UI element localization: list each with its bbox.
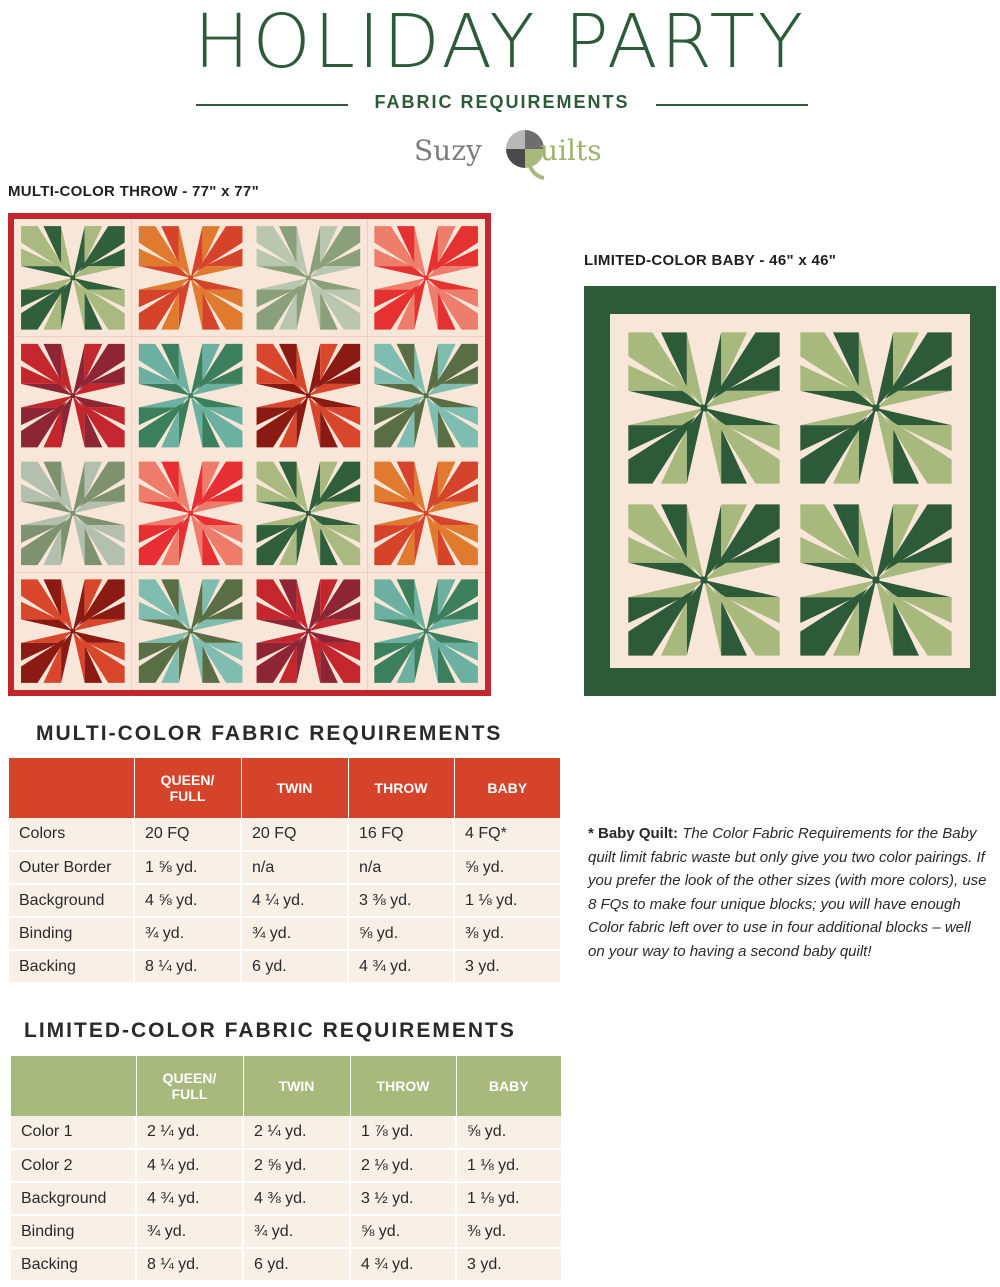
table-cell: 4 ¼ yd.: [241, 884, 348, 917]
table-row: [9, 818, 560, 851]
table-cell: 1 ⅝ yd.: [134, 851, 241, 884]
star-block: [132, 219, 250, 337]
star-block: [790, 322, 962, 494]
star-block: [14, 219, 132, 337]
header-blank: [9, 758, 134, 818]
rule-right: [656, 104, 808, 106]
star-block: [367, 219, 485, 337]
star-center: [71, 393, 76, 398]
table-cell: 1 ⅛ yd.: [454, 884, 560, 917]
star-block: [367, 455, 485, 573]
table-row: [11, 1116, 561, 1149]
star-block: [132, 337, 250, 455]
table-cell: 20 FQ: [134, 818, 241, 851]
column-header: BABY: [456, 1056, 561, 1116]
row-label: Color 1: [11, 1116, 136, 1149]
limited-color-requirements-table: [11, 1056, 561, 1282]
subtitle: FABRIC REQUIREMENTS: [374, 92, 630, 112]
star-center: [701, 405, 708, 412]
star-center: [873, 577, 880, 584]
table-cell: 2 ⅛ yd.: [350, 1149, 456, 1182]
table-cell: 3 ⅜ yd.: [348, 884, 454, 917]
table-cell: 4 ¾ yd.: [348, 950, 454, 983]
table-row: [9, 884, 560, 917]
table-cell: 2 ¼ yd.: [136, 1116, 243, 1149]
baby-quilt-label: LIMITED-COLOR BABY - 46" x 46": [584, 252, 837, 269]
page-title: HOLIDAY PARTY: [193, 0, 807, 85]
subtitle-rule: [196, 90, 808, 118]
star-block: [618, 322, 790, 494]
multi-color-requirements-table: [9, 758, 560, 984]
table-cell: 6 yd.: [243, 1248, 350, 1281]
table-cell: ¾ yd.: [243, 1215, 350, 1248]
table-cell: ¾ yd.: [136, 1215, 243, 1248]
table-cell: 4 ⅜ yd.: [243, 1182, 350, 1215]
star-block: [367, 572, 485, 690]
row-label: Background: [9, 884, 134, 917]
column-header: QUEEN/ FULL: [136, 1056, 243, 1116]
table-cell: ⅝ yd.: [350, 1215, 456, 1248]
row-label: Backing: [11, 1248, 136, 1281]
table-cell: 1 ⅛ yd.: [456, 1182, 561, 1215]
table-cell: 6 yd.: [241, 950, 348, 983]
star-block: [14, 572, 132, 690]
table-row: [9, 950, 560, 983]
table-cell: n/a: [241, 851, 348, 884]
table-cell: n/a: [348, 851, 454, 884]
row-label: Binding: [9, 917, 134, 950]
column-header: THROW: [350, 1056, 456, 1116]
table-row: [9, 851, 560, 884]
star-block: [790, 494, 962, 666]
star-block: [367, 337, 485, 455]
table-header-row: [9, 758, 560, 818]
header-blank: [11, 1056, 136, 1116]
star-center: [306, 276, 311, 281]
table-cell: ¾ yd.: [241, 917, 348, 950]
brand-logo: [412, 128, 612, 180]
column-header: THROW: [348, 758, 454, 818]
star-center: [424, 393, 429, 398]
table-cell: 2 ⅝ yd.: [243, 1149, 350, 1182]
table-cell: 20 FQ: [241, 818, 348, 851]
table-cell: ⅝ yd.: [456, 1116, 561, 1149]
star-center: [71, 276, 76, 281]
table-cell: 8 ¼ yd.: [134, 950, 241, 983]
limited-table-heading: LIMITED-COLOR FABRIC REQUIREMENTS: [24, 1019, 516, 1042]
star-center: [424, 511, 429, 516]
star-block: [14, 455, 132, 573]
table-cell: ⅝ yd.: [348, 917, 454, 950]
star-block: [132, 455, 250, 573]
multi-table-heading: MULTI-COLOR FABRIC REQUIREMENTS: [36, 722, 503, 745]
table-row: [11, 1149, 561, 1182]
star-center: [873, 405, 880, 412]
column-header: BABY: [454, 758, 560, 818]
throw-quilt-illustration: [8, 213, 491, 696]
table-cell: ⅝ yd.: [454, 851, 560, 884]
table-cell: 3 yd.: [456, 1248, 561, 1281]
table-cell: 1 ⅞ yd.: [350, 1116, 456, 1149]
table-cell: ¾ yd.: [134, 917, 241, 950]
table-header-row: [11, 1056, 561, 1116]
star-center: [188, 629, 193, 634]
star-block: [250, 337, 368, 455]
star-center: [71, 511, 76, 516]
table-cell: 2 ¼ yd.: [243, 1116, 350, 1149]
table-cell: 4 ¾ yd.: [136, 1182, 243, 1215]
star-center: [701, 577, 708, 584]
star-block: [250, 572, 368, 690]
note-label: * Baby Quilt:: [588, 825, 679, 842]
baby-quilt-note: [588, 822, 988, 963]
table-cell: 3 yd.: [454, 950, 560, 983]
star-center: [188, 511, 193, 516]
star-block: [250, 219, 368, 337]
table-cell: 16 FQ: [348, 818, 454, 851]
star-center: [188, 393, 193, 398]
row-label: Outer Border: [9, 851, 134, 884]
star-block: [618, 494, 790, 666]
row-label: Background: [11, 1182, 136, 1215]
row-label: Binding: [11, 1215, 136, 1248]
row-label: Color 2: [11, 1149, 136, 1182]
star-center: [424, 276, 429, 281]
table-row: [11, 1182, 561, 1215]
table-cell: 4 ¼ yd.: [136, 1149, 243, 1182]
table-row: [9, 917, 560, 950]
brand-text-left: Suzy: [414, 134, 482, 167]
table-cell: ⅜ yd.: [456, 1215, 561, 1248]
row-label: Colors: [9, 818, 134, 851]
table-cell: 3 ½ yd.: [350, 1182, 456, 1215]
column-header: TWIN: [243, 1056, 350, 1116]
row-label: Backing: [9, 950, 134, 983]
note-text: The Color Fabric Requirements for the Baby quilt limit fabric waste but only give you two color pairings. If you prefer the look of the other sizes (with more colors), use 8 FQs to make four unique blocks; you will have enough Color fabric left over to use in four additional blocks – well on your way to having a second baby quilt!: [588, 825, 987, 960]
star-center: [306, 629, 311, 634]
star-center: [71, 629, 76, 634]
brand-text-right: uilts: [540, 134, 602, 167]
star-center: [424, 629, 429, 634]
star-center: [306, 511, 311, 516]
table-row: [11, 1248, 561, 1281]
star-block: [14, 337, 132, 455]
throw-quilt-label: MULTI-COLOR THROW - 77" x 77": [8, 183, 259, 200]
table-cell: 1 ⅛ yd.: [456, 1149, 561, 1182]
star-center: [188, 276, 193, 281]
table-cell: 8 ¼ yd.: [136, 1248, 243, 1281]
table-cell: ⅜ yd.: [454, 917, 560, 950]
table-row: [11, 1215, 561, 1248]
star-block: [132, 572, 250, 690]
table-cell: 4 FQ*: [454, 818, 560, 851]
table-cell: 4 ¾ yd.: [350, 1248, 456, 1281]
star-center: [306, 393, 311, 398]
table-cell: 4 ⅝ yd.: [134, 884, 241, 917]
baby-quilt-illustration: [584, 286, 996, 696]
column-header: QUEEN/ FULL: [134, 758, 241, 818]
column-header: TWIN: [241, 758, 348, 818]
star-block: [250, 455, 368, 573]
